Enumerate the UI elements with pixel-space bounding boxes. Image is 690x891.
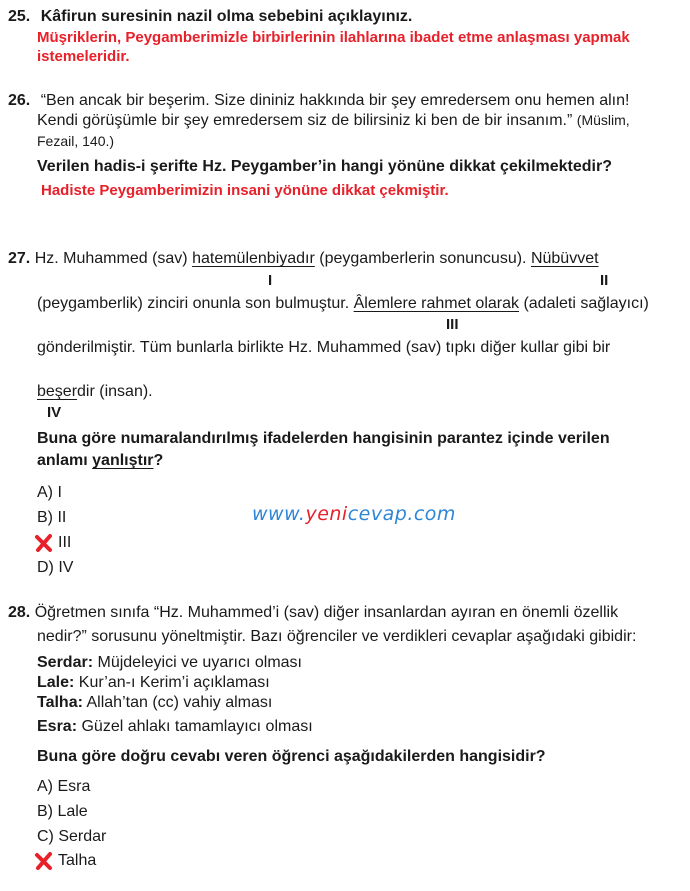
q27-question-line2-a: anlamı [37, 452, 88, 469]
q27-line1-c: (peygamberlerin sonuncusu). [319, 250, 527, 267]
q27-line2-a: (peygamberlik) zinciri onunla son bulmuştur. [37, 295, 350, 312]
q27-roman-I: I [268, 272, 273, 289]
watermark-part1: www. [252, 503, 306, 525]
q27-number: 27. [8, 250, 31, 267]
q27-roman-IV: IV [47, 404, 62, 421]
q28-option-d[interactable]: Talha [58, 852, 97, 869]
q28-option-a[interactable]: A) Esra [37, 778, 91, 795]
q26-answer: Hadiste Peygamberimizin insani yönüne dikkat çekmiştir. [41, 182, 449, 199]
q28-line1 [8, 604, 618, 622]
q28-student-answer: Allah’tan (cc) vahiy alması [86, 694, 273, 711]
q28-student-name: Talha: [37, 694, 83, 711]
watermark-part3: cevap [347, 503, 408, 525]
q27-line2 [37, 295, 649, 313]
q25-answer-line2: istemeleridir. [37, 48, 130, 65]
q28-line2: nedir?” sorusunu yöneltmiştir. Bazı öğrenciler ve verdikleri cevaplar aşağıdaki gibidir: [37, 628, 637, 645]
q28-option-c[interactable]: C) Serdar [37, 828, 107, 845]
q28-student-name: Lale: [37, 674, 75, 691]
q27-line3: gönderilmiştir. Tüm bunlarla birlikte Hz. Muhammed (sav) tıpkı diğer kullar gibi bir [37, 339, 611, 356]
q28-student-name: Serdar: [37, 654, 94, 671]
q27-line1 [8, 250, 599, 268]
q26-source-part1: (Müslim, [576, 112, 630, 128]
q28-option-b[interactable]: B) Lale [37, 803, 88, 820]
q26-line1 [8, 92, 629, 110]
q27-option-a[interactable]: A) I [37, 484, 62, 501]
q27-term-I: hatemülenbiyadır [192, 250, 315, 267]
q27-option-d[interactable]: D) IV [37, 559, 74, 576]
q28-number: 28. [8, 604, 31, 621]
q27-term-III: Âlemlere rahmet olarak [353, 295, 519, 312]
q27-question-line2 [37, 452, 163, 470]
q28-student-talha [37, 694, 272, 712]
q27-option-b[interactable]: B) II [37, 509, 67, 526]
q26-quote-line1: “Ben ancak bir beşerim. Size dininiz hakkında bir şey emredersem onu hemen alın! [40, 92, 630, 109]
q26-question: Verilen hadis-i şerifte Hz. Peygamber’in hangi yönüne dikkat çekilmektedir? [37, 158, 612, 175]
watermark-logo [252, 503, 456, 525]
q28-student-lale [37, 674, 270, 692]
q28-option-d-cross-icon [34, 851, 54, 871]
q28-student-answer: Müjdeleyici ve uyarıcı olması [97, 654, 302, 671]
q28-student-name: Esra: [37, 718, 78, 735]
q26-quote-line2: Kendi görüşümle bir şey emredersem siz de bilirsiniz ki ben de bir insanım.” [37, 112, 573, 129]
q27-question-line2-c: ? [153, 452, 164, 469]
q28-student-answer: Kur’an-ı Kerim’i açıklaması [78, 674, 270, 691]
q27-term-II: Nübüvvet [530, 250, 599, 267]
q26-source-part2: Fezail, 140.) [37, 133, 115, 149]
q27-line2-c: (adaleti sağlayıcı) [523, 295, 649, 312]
watermark-part2: yeni [305, 503, 348, 525]
q27-option-c-cross-icon [34, 533, 54, 553]
q27-line4 [37, 383, 153, 401]
q27-roman-III: III [446, 316, 459, 333]
q25-answer-line1: Müşriklerin, Peygamberimizle birbirlerinin ilahlarına ibadet etme anlaşması yapmak [37, 29, 630, 46]
q25-question: Kâfirun suresinin nazil olma sebebini açıklayınız. [40, 8, 413, 25]
q28-line1-text: Öğretmen sınıfa “Hz. Muhammed’i (sav) diğer insanlardan ayıran en önemli özellik [34, 604, 619, 621]
q27-roman-II: II [600, 272, 609, 289]
q28-question: Buna göre doğru cevabı veren öğrenci aşağıdakilerden hangisidir? [37, 748, 546, 765]
watermark-part4: .com [407, 503, 456, 525]
q27-line4-b: dir (insan). [77, 383, 153, 400]
q27-term-IV: beşer [37, 383, 78, 400]
q27-line1-a: Hz. Muhammed (sav) [34, 250, 188, 267]
q26-line2 [37, 112, 630, 130]
q28-student-answer: Güzel ahlakı tamamlayıcı olması [81, 718, 313, 735]
q27-option-c[interactable]: III [58, 534, 72, 551]
q27-question-keyword: yanlıştır [92, 452, 154, 469]
q28-student-esra [37, 718, 313, 736]
q27-question-line1: Buna göre numaralandırılmış ifadelerden hangisinin parantez içinde verilen [37, 430, 610, 447]
q28-student-serdar [37, 654, 302, 672]
q25-block [8, 8, 412, 26]
q26-number: 26. [8, 92, 31, 109]
q25-number: 25. [8, 8, 31, 25]
